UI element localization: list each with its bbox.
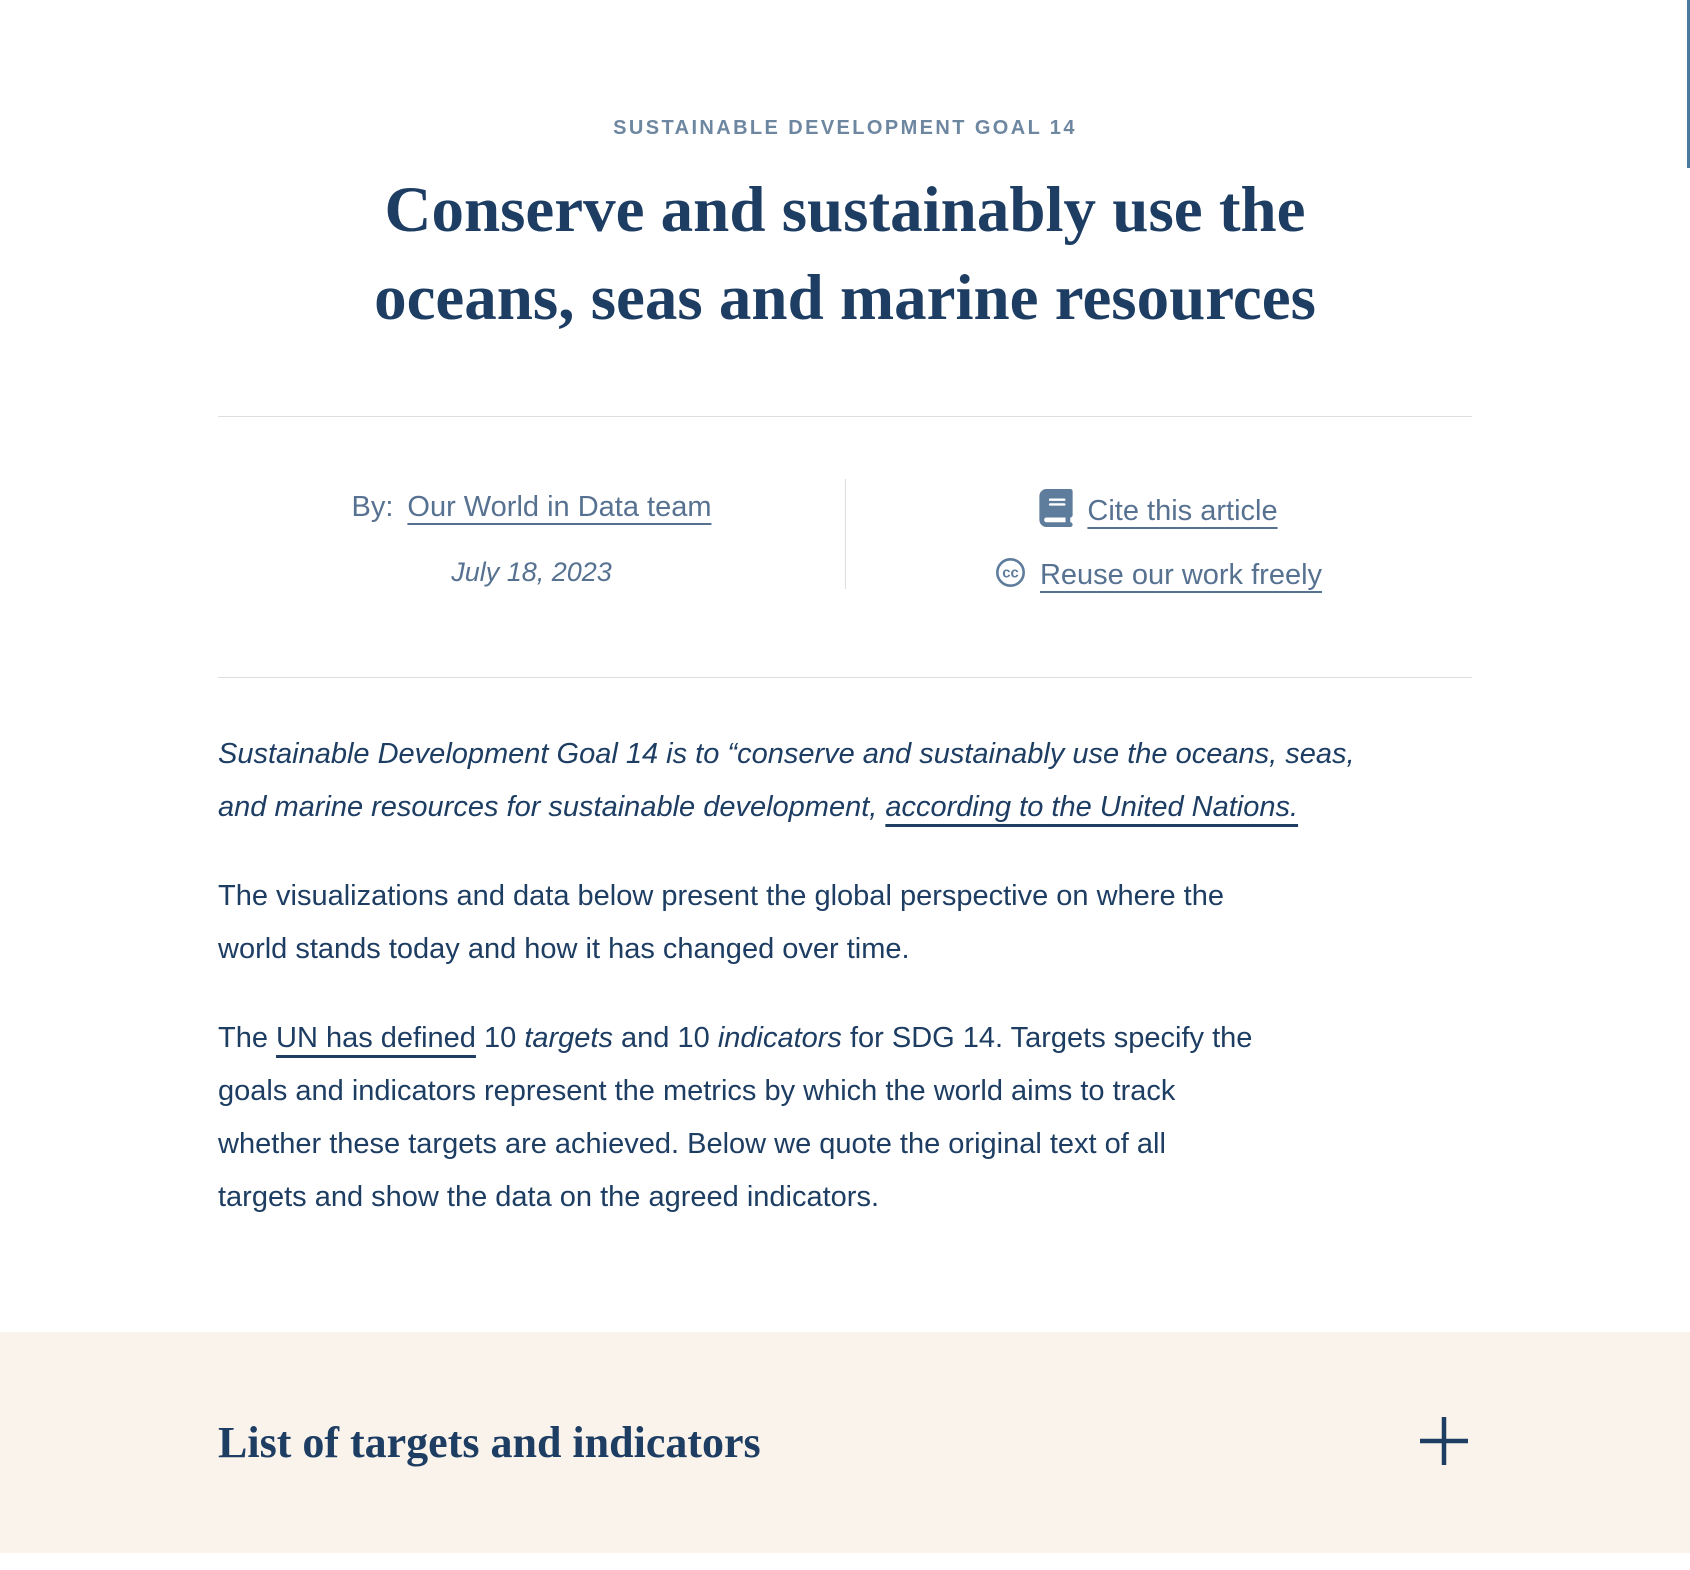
page-title-line-1: Conserve and sustainably use the [384,174,1306,246]
book-icon [1039,489,1073,532]
byline-vertical-divider [845,479,846,589]
cc-icon [995,557,1026,593]
byline-author-column [218,417,845,677]
plus-icon [1417,1414,1471,1471]
targets-accordion-section [0,1332,1690,1553]
accordion-title: List of targets and indicators [218,1418,761,1467]
expand-accordion-button[interactable] [1416,1415,1472,1471]
svg-text:cc: cc [1002,565,1019,582]
page-title-line-2: oceans, seas and marine resources [374,262,1316,334]
intro-paragraph-3: The UN has defined 10 targets and 10 indicators for SDG 14. Targets specify the goals and indicators represent the metrics by which the world aims to track whether these targets are achieved. Below we quote the original text of all targets and show the data on the agreed indicators. [218,1022,1253,1213]
intro-paragraph-2: The visualizations and data below present the global perspective on where the world stands today and how it has changed over time. [218,880,1224,965]
intro-paragraph-lead: Sustainable Development Goal 14 is to “conserve and sustainably use the oceans, seas, and marine resources for sustainable development, according to the United Nations. [218,738,1355,823]
eyebrow-sdg-label: SUSTAINABLE DEVELOPMENT GOAL 14 [613,117,1077,139]
byline-prefix: By: [351,491,394,523]
author-link[interactable]: Our World in Data team [407,491,712,523]
publish-date: July 18, 2023 [451,557,612,587]
united-nations-link[interactable]: according to the United Nations. [885,791,1299,823]
reuse-work-label: Reuse our work freely [1039,559,1323,591]
targets-accordion-toggle[interactable] [218,1332,1472,1553]
cite-article-label: Cite this article [1087,494,1278,527]
cite-article-link[interactable] [1039,489,1277,532]
un-defined-link[interactable]: UN has defined [276,1022,476,1054]
byline-section [218,417,1472,677]
divider-above-intro [218,677,1472,678]
reuse-work-link[interactable] [995,557,1322,593]
byline-actions-column [845,417,1472,677]
page-title [218,166,1472,342]
